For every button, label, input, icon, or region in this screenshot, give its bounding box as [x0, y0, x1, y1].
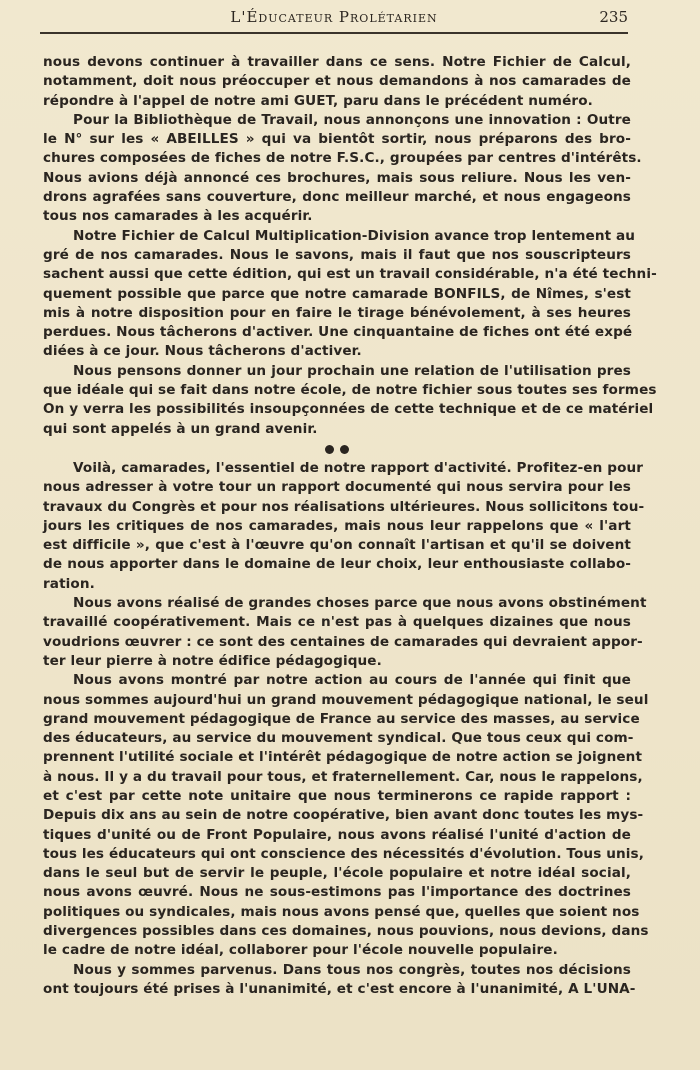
- text-line: nous sommes aujourd'hui un grand mouvement pédagogique national, le seul: [43, 691, 649, 708]
- text-line: tiques d'unité ou de Front Populaire, nous avons réalisé l'unité d'action de: [43, 826, 631, 843]
- text-line: nous devons continuer à travailler dans ce sens. Notre Fichier de Calcul,: [43, 54, 631, 70]
- text-line: politiques ou syndicales, mais nous avons pensé que, quelles que soient nos: [43, 903, 640, 920]
- text-line: travaillé coopérativement. Mais ce n'est pas à quelques dizaines que nous: [43, 614, 631, 631]
- text-line: le N° sur les « ABEILLES » qui va bientôt sortir, nous préparons des bro-: [43, 131, 631, 148]
- running-title: L'Éducateur Prolétarien: [230, 8, 438, 26]
- text-line: répondre à l'appel de notre ami GUET, paru dans le précédent numéro.: [43, 92, 593, 109]
- page-header: [40, 6, 628, 34]
- body-text: [43, 53, 657, 999]
- text-line: dans le seul but de servir le peuple, l'école populaire et notre idéal social,: [43, 865, 631, 882]
- text-line: jours les critiques de nos camarades, mais nous leur rappelons que « l'art: [43, 517, 631, 534]
- text-line: Depuis dix ans au sein de notre coopérative, bien avant donc toutes les mys-: [43, 807, 644, 824]
- text-line: Voilà, camarades, l'essentiel de notre rapport d'activité. Profitez-en pour: [73, 459, 644, 476]
- text-line: grand mouvement pédagogique de France au service des masses, au service: [43, 710, 640, 727]
- page-number: 235: [599, 8, 628, 26]
- text-line: nous adresser à votre tour un rapport documenté qui nous servira pour les: [43, 479, 631, 496]
- text-line: On y verra les possibilités insoupçonnées de cette technique et de ce matériel: [43, 401, 654, 418]
- text-line: notamment, doit nous préoccuper et nous demandons à nos camarades de: [43, 73, 631, 90]
- text-line: drons agrafées sans couverture, donc meilleur marché, et nous engageons: [43, 189, 631, 206]
- text-line: chures composées de fiches de notre F.S.C., groupées par centres d'intérêts.: [43, 150, 642, 167]
- text-line: mis à notre disposition pour en faire le tirage bénévolement, à ses heures: [43, 304, 631, 321]
- separator-dot: [325, 445, 334, 454]
- text-line: Nous avons réalisé de grandes choses parce que nous avons obstinément: [73, 595, 647, 612]
- text-line: perdues. Nous tâcherons d'activer. Une cinquantaine de fiches ont été expé: [43, 324, 633, 341]
- text-line: quement possible que parce que notre camarade BONFILS, de Nîmes, s'est: [43, 285, 631, 302]
- text-line: Nous y sommes parvenus. Dans tous nos congrès, toutes nos décisions: [73, 961, 631, 978]
- text-line: ration.: [43, 575, 95, 592]
- text-line: prennent l'utilité sociale et l'intérêt pédagogique de notre action se joignent: [43, 749, 643, 766]
- text-line: sachent aussi que cette édition, qui est un travail considérable, n'a été techni-: [43, 266, 657, 283]
- text-line: de nous apporter dans le domaine de leur choix, leur enthousiaste collabo-: [43, 556, 631, 573]
- text-line: gré de nos camarades. Nous le savons, mais il faut que nos souscripteurs: [43, 246, 631, 263]
- text-line: voudrions œuvrer : ce sont des centaines de camarades qui devraient appor-: [43, 633, 643, 650]
- text-line: ter leur pierre à notre édifice pédagogique.: [43, 652, 382, 669]
- text-line: diées à ce jour. Nous tâcherons d'activer.: [43, 343, 362, 360]
- text-line: divergences possibles dans ces domaines, nous pouvions, nous devions, dans: [43, 923, 649, 940]
- text-line: et c'est par cette note unitaire que nous terminerons ce rapide rapport :: [43, 787, 631, 804]
- text-line: à nous. Il y a du travail pour tous, et fraternellement. Car, nous le rappelons,: [43, 768, 643, 785]
- text-line: Nous avons montré par notre action au cours de l'année qui finit que: [73, 672, 631, 689]
- separator-dot: [340, 445, 349, 454]
- text-line: ont toujours été prises à l'unanimité, et c'est encore à l'unanimité, A L'UNA-: [43, 980, 636, 997]
- text-line: Notre Fichier de Calcul Multiplication-Division avance trop lentement au: [73, 227, 636, 244]
- text-line: Nous pensons donner un jour prochain une relation de l'utilisation pres: [73, 362, 631, 379]
- text-line: Nous avions déjà annoncé ces brochures, mais sous reliure. Nous les ven-: [43, 169, 631, 186]
- text-line: est difficile », que c'est à l'œuvre qu'on connaît l'artisan et qu'il se doivent: [43, 537, 631, 554]
- text-line: travaux du Congrès et pour nos réalisations ultérieures. Nous sollicitons tou-: [43, 498, 645, 515]
- text-line: tous les éducateurs qui ont conscience des nécessités d'évolution. Tous unis,: [43, 845, 644, 862]
- text-line: que idéale qui se fait dans notre école, de notre fichier sous toutes ses formes: [43, 382, 657, 399]
- text-line: Pour la Bibliothèque de Travail, nous annonçons une innovation : Outre: [73, 111, 631, 128]
- text-line: nous avons œuvré. Nous ne sous-estimons pas l'importance des doctrines: [43, 884, 631, 901]
- text-line: qui sont appelés à un grand avenir.: [43, 420, 318, 437]
- text-line: des éducateurs, au service du mouvement syndical. Que tous ceux qui com-: [43, 730, 634, 747]
- section-separator: [43, 439, 631, 459]
- text-line: tous nos camarades à les acquérir.: [43, 208, 313, 225]
- text-line: le cadre de notre idéal, collaborer pour l'école nouvelle populaire.: [43, 942, 558, 959]
